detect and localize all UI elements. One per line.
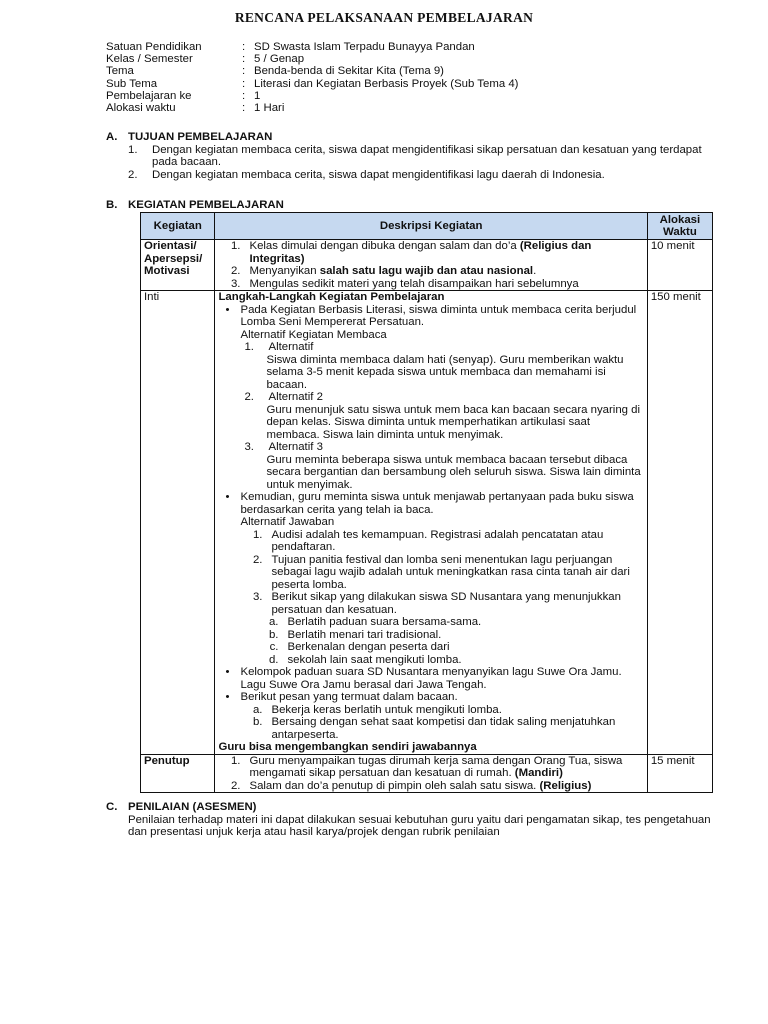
identity-block — [106, 41, 518, 114]
sub-heading: Alternatif Jawaban — [240, 516, 335, 528]
character-value: (Mandiri) — [514, 767, 563, 779]
alternative-item — [218, 341, 643, 391]
alternative-item — [218, 391, 643, 441]
info-colon: : — [242, 77, 246, 90]
item-number: 2. — [244, 391, 254, 403]
item-number: 1. — [128, 143, 138, 156]
list-item — [218, 755, 643, 780]
activities-table — [140, 212, 713, 793]
message-text: Bekerja keras berlatih untuk mengikuti lomba. — [271, 703, 502, 716]
table-header-row — [141, 213, 713, 240]
section-title: PENILAIAN (ASESMEN) — [128, 801, 257, 813]
info-row — [106, 41, 518, 53]
answer-sub-item — [218, 629, 643, 642]
info-label: Sub Tema — [106, 77, 158, 90]
closing-note: Guru bisa mengembangkan sendiri jawabannya — [218, 741, 477, 753]
info-colon: : — [242, 53, 246, 66]
item-letter: a. — [252, 703, 263, 716]
section-heading — [106, 801, 726, 814]
alternative-title-row — [218, 391, 643, 404]
item-letter: c. — [269, 641, 279, 653]
item-text: Mengulas sedikit materi yang telah disampaikan hari sebelumnya — [249, 277, 579, 290]
list-item — [106, 144, 726, 169]
item-text — [249, 265, 536, 278]
list-item — [218, 265, 643, 278]
header-deskripsi: Deskripsi Kegiatan — [215, 213, 647, 240]
message-item — [218, 704, 643, 717]
item-letter: a. — [268, 616, 279, 628]
answer-text: Berikut sikap yang dilakukan siswa SD Nusantara yang menunjukkan persatuan dan kesatuan. — [271, 591, 621, 616]
item-letter: d. — [268, 653, 279, 666]
info-colon: : — [242, 41, 246, 53]
bullet-text: Kelompok paduan suara SD Nusantara menyanyikan lagu Suwe Ora Jamu. Lagu Suwe Ora Jamu berasal dari Jawa Tengah. — [240, 666, 622, 691]
section-title: TUJUAN PEMBELAJARAN — [128, 131, 273, 143]
info-value: Literasi dan Kegiatan Berbasis Proyek (Sub Tema 4) — [254, 77, 519, 90]
table-row-orientasi — [141, 240, 713, 291]
item-text — [249, 240, 643, 265]
answer-item — [218, 529, 643, 554]
sub-item-text: Berlatih menari tari tradisional. — [287, 628, 442, 641]
activity-description — [215, 291, 647, 755]
answer-sub-item — [218, 654, 643, 667]
item-text-plain: Kelas dimulai dengan dibuka dengan salam dan do’a — [249, 240, 520, 252]
bullet: • — [225, 666, 230, 678]
activity-description — [215, 754, 647, 793]
info-value: SD Swasta Islam Terpadu Bunayya Pandan — [254, 41, 475, 53]
info-row — [106, 90, 518, 102]
item-text-bold: salah satu lagu wajib dan atau nasional — [319, 265, 534, 277]
info-label: Tema — [106, 65, 134, 78]
item-text — [249, 780, 591, 793]
answer-sub-item — [218, 616, 643, 629]
section-assessment — [106, 801, 726, 839]
list-item — [106, 169, 726, 182]
answer-sub-item — [218, 641, 643, 654]
bullet-text: Pada Kegiatan Berbasis Literasi, siswa diminta untuk membaca cerita berjudul Lomba Seni Mempererat Persatuan. — [240, 303, 637, 328]
list-item — [218, 240, 643, 265]
bullet: • — [225, 491, 230, 503]
section-letter: A. — [106, 131, 118, 143]
sub-item-text: sekolah lain saat mengikuti lomba. — [287, 653, 462, 666]
sub-item-text: Berlatih paduan suara bersama-sama. — [287, 616, 482, 628]
item-text-end: . — [533, 265, 537, 277]
alternative-text: Guru meminta beberapa siswa untuk membaca bacaan tersebut dibaca secara bergantian dan bersambung oleh seluruh siswa. Siswa lain diminta untuk menyimak. — [266, 453, 641, 491]
item-text-plain: Salam dan do’a penutup di pimpin oleh salah satu siswa. — [249, 779, 540, 792]
item-text: Dengan kegiatan membaca cerita, siswa dapat mengidentifikasi lagu daerah di Indonesia. — [152, 168, 605, 181]
section-objectives — [106, 131, 726, 181]
activity-label: Inti — [141, 291, 215, 755]
bullet-item — [218, 691, 643, 704]
activity-time: 10 menit — [647, 240, 712, 291]
bullet: • — [225, 303, 230, 316]
activity-time: 150 menit — [647, 291, 712, 755]
info-row — [106, 102, 518, 114]
item-text — [249, 755, 643, 780]
steps-heading: Langkah-Langkah Kegiatan Pembelajaran — [218, 291, 445, 303]
item-number: 2. — [230, 265, 241, 277]
answer-text: Tujuan panitia festival dan lomba seni menentukan lagu perjuangan sebagai lagu wajib adalah untuk meningkatkan rasa cinta tanah air dari peserta lomba. — [271, 553, 630, 591]
item-number: 1. — [230, 754, 241, 767]
item-text-plain: Guru menyampaikan tugas dirumah kerja sama dengan Orang Tua, siswa mengamati sikap persatuan dan kesatuan di rumah. — [249, 754, 623, 779]
bullet-item — [218, 491, 643, 516]
item-number: 1. — [230, 240, 241, 252]
bullet: • — [225, 691, 230, 703]
answer-text: Audisi adalah tes kemampuan. Registrasi adalah pencatatan atau pendaftaran. — [271, 528, 604, 553]
info-row — [106, 53, 518, 65]
table-row-inti — [141, 291, 713, 755]
alternative-title-row — [218, 341, 643, 354]
item-number: 1. — [244, 341, 254, 353]
message-item — [218, 716, 643, 741]
bullet-item — [218, 666, 643, 691]
item-text: Dengan kegiatan membaca cerita, siswa dapat mengidentifikasi sikap persatuan dan kesatuan yang terdapat pada bacaan. — [152, 143, 702, 168]
item-number: 3. — [252, 591, 263, 603]
item-number: 3. — [230, 277, 241, 290]
alternative-item — [218, 441, 643, 491]
bullet-text: Berikut pesan yang termuat dalam bacaan. — [240, 691, 458, 703]
header-alokasi: Alokasi Waktu — [647, 213, 712, 240]
section-letter: C. — [106, 801, 118, 813]
info-row — [106, 78, 518, 90]
info-value: 1 Hari — [254, 101, 285, 114]
info-colon: : — [242, 101, 246, 114]
info-value: 5 / Genap — [254, 53, 305, 66]
section-heading — [106, 199, 284, 212]
info-colon: : — [242, 65, 246, 78]
info-label: Satuan Pendidikan — [106, 41, 202, 53]
activity-label: Penutup — [141, 754, 215, 793]
character-value: (Religius dan Integritas) — [249, 240, 592, 265]
character-value: (Religius) — [539, 779, 592, 792]
assessment-text: Penilaian terhadap materi ini dapat dilakukan sesuai kebutuhan guru yaitu dari pengamatan sikap, tes pengetahuan dan presentasi unjuk kerja atau hasil karya/projek dengan rubrik penilaian — [128, 813, 711, 838]
alternative-title-row — [218, 441, 643, 454]
item-number: 2. — [230, 779, 241, 792]
item-number: 1. — [252, 528, 263, 541]
message-text: Bersaing dengan sehat saat kompetisi dan tidak saling menjatuhkan antarpeserta. — [271, 716, 616, 741]
sub-heading: Alternatif Kegiatan Membaca — [240, 328, 387, 341]
alternative-title: Alternatif — [268, 341, 314, 353]
section-title: KEGIATAN PEMBELAJARAN — [128, 199, 284, 211]
alternative-text: Guru menunjuk satu siswa untuk mem baca kan bacaan secara nyaring di depan kelas. Siswa diminta untuk memperhatikan artikulasi saat membaca. Siswa lain diminta untuk menyimak. — [266, 403, 641, 441]
item-number: 3. — [244, 441, 254, 453]
sub-item-text: Berkenalan dengan peserta dari — [287, 641, 450, 653]
answer-item — [218, 591, 643, 616]
section-heading — [106, 131, 726, 144]
document-title: RENCANA PELAKSANAAN PEMBELAJARAN — [234, 10, 534, 25]
info-colon: : — [242, 89, 246, 102]
objectives-list — [106, 144, 726, 182]
alternative-title: Alternatif 2 — [268, 391, 323, 403]
item-number: 2. — [128, 168, 138, 181]
item-text-plain: Menyanyikan — [249, 265, 320, 277]
activity-label: Orientasi/ Apersepsi/ Motivasi — [141, 240, 215, 291]
header-kegiatan: Kegiatan — [141, 213, 215, 240]
bullet-text: Kemudian, guru meminta siswa untuk menjawab pertanyaan pada buku siswa berdasarkan cerita yang telah ia baca. — [240, 491, 634, 516]
info-value: Benda-benda di Sekitar Kita (Tema 9) — [254, 65, 444, 78]
alternative-text: Siswa diminta membaca dalam hati (senyap). Guru memberikan waktu selama 3-5 menit kepada siswa untuk membaca dan memahami isi bacaan. — [266, 353, 624, 391]
info-row — [106, 65, 518, 77]
alternative-title: Alternatif 3 — [268, 441, 323, 453]
info-value: 1 — [254, 89, 261, 102]
activity-time: 15 menit — [647, 754, 712, 793]
table-row-penutup — [141, 754, 713, 793]
item-letter: b. — [252, 716, 263, 728]
list-item — [218, 278, 643, 291]
answer-item — [218, 554, 643, 592]
info-label: Alokasi waktu — [106, 101, 176, 114]
info-label: Kelas / Semester — [106, 53, 193, 66]
item-number: 2. — [252, 553, 263, 566]
bullet-item — [218, 304, 643, 329]
section-letter: B. — [106, 199, 118, 211]
info-label: Pembelajaran ke — [106, 89, 192, 102]
list-item — [218, 780, 643, 793]
item-letter: b. — [268, 628, 279, 641]
activity-description — [215, 240, 647, 291]
